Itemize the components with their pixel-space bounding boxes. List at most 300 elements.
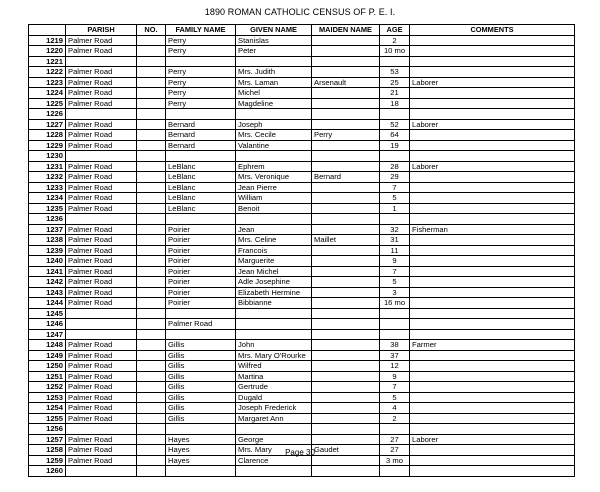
family-name-cell: Perry [166,35,236,46]
table-row [29,151,575,162]
row-number-cell: 1245 [29,308,66,319]
table-row [29,319,575,330]
given-name-cell [236,319,312,330]
given-name-cell: Mrs. Laman [236,77,312,88]
row-number-cell: 1236 [29,214,66,225]
no-cell [137,67,166,78]
given-name-cell: Francois [236,245,312,256]
parish-cell: Palmer Road [66,88,137,99]
age-cell: 53 [380,67,410,78]
table-row [29,350,575,361]
given-name-cell [236,109,312,120]
table-row [29,392,575,403]
no-cell [137,298,166,309]
table-row [29,266,575,277]
comments-cell [410,413,575,424]
age-cell: 1 [380,203,410,214]
row-number-cell: 1219 [29,35,66,46]
maiden-name-cell [312,245,380,256]
age-cell [380,109,410,120]
parish-cell: Palmer Road [66,371,137,382]
parish-cell: Palmer Road [66,172,137,183]
maiden-name-cell [312,224,380,235]
page-number: Page 30 [285,448,315,457]
comments-cell [410,98,575,109]
census-table [28,24,575,477]
no-cell [137,35,166,46]
comments-cell [410,371,575,382]
comments-cell [410,277,575,288]
maiden-name-cell [312,56,380,67]
maiden-name-cell [312,88,380,99]
age-cell: 2 [380,413,410,424]
given-name-cell: Mrs. Judith [236,67,312,78]
maiden-name-cell [312,140,380,151]
age-cell: 64 [380,130,410,141]
maiden-name-cell [312,340,380,351]
family-name-cell: Bernard [166,140,236,151]
comments-cell [410,308,575,319]
comments-cell [410,287,575,298]
maiden-name-cell [312,434,380,445]
given-name-cell: Benoit [236,203,312,214]
table-row [29,140,575,151]
given-name-cell: Valantine [236,140,312,151]
row-number-cell: 1240 [29,256,66,267]
parish-cell: Palmer Road [66,235,137,246]
no-cell [137,466,166,477]
no-cell [137,235,166,246]
given-name-cell: Joseph [236,119,312,130]
row-number-cell: 1241 [29,266,66,277]
no-cell [137,256,166,267]
given-name-cell: George [236,434,312,445]
row-number-cell: 1258 [29,445,66,456]
parish-cell: Palmer Road [66,67,137,78]
no-cell [137,109,166,120]
no-cell [137,203,166,214]
parish-cell [66,214,137,225]
row-number-cell: 1235 [29,203,66,214]
given-name-cell: Michel [236,88,312,99]
given-name-cell: Stanislas [236,35,312,46]
no-cell [137,182,166,193]
family-name-cell [166,214,236,225]
family-name-cell: Gillis [166,413,236,424]
comments-cell [410,130,575,141]
age-cell: 18 [380,98,410,109]
family-name-cell: Bernard [166,130,236,141]
no-cell [137,382,166,393]
age-cell: 10 mo [380,46,410,57]
no-cell [137,151,166,162]
given-name-cell [236,329,312,340]
maiden-name-cell: Perry [312,130,380,141]
comments-cell [410,109,575,120]
table-row [29,256,575,267]
comments-cell [410,151,575,162]
family-name-cell: Gillis [166,403,236,414]
family-name-cell: Poirier [166,298,236,309]
maiden-name-cell [312,151,380,162]
no-cell [137,287,166,298]
family-name-cell: Hayes [166,434,236,445]
maiden-name-cell [312,256,380,267]
comments-cell [410,214,575,225]
no-cell [137,340,166,351]
header-age: AGE [380,25,410,36]
age-cell: 21 [380,88,410,99]
maiden-name-cell [312,203,380,214]
family-name-cell: Poirier [166,256,236,267]
comments-cell [410,193,575,204]
no-cell [137,413,166,424]
age-cell: 9 [380,371,410,382]
parish-cell: Palmer Road [66,130,137,141]
age-cell: 25 [380,77,410,88]
comments-cell [410,256,575,267]
comments-cell [410,319,575,330]
table-row [29,413,575,424]
header-row [29,25,575,36]
comments-cell: Laborer [410,434,575,445]
given-name-cell: Peter [236,46,312,57]
age-cell: 27 [380,445,410,456]
maiden-name-cell [312,35,380,46]
parish-cell: Palmer Road [66,98,137,109]
age-cell: 4 [380,403,410,414]
table-row [29,235,575,246]
maiden-name-cell [312,67,380,78]
table-row [29,130,575,141]
age-cell: 3 mo [380,455,410,466]
family-name-cell: Poirier [166,235,236,246]
page-title: 1890 ROMAN CATHOLIC CENSUS OF P. E. I. [204,7,396,17]
row-number-cell: 1255 [29,413,66,424]
table-row [29,466,575,477]
parish-cell: Palmer Road [66,350,137,361]
table-row [29,172,575,183]
row-number-cell: 1234 [29,193,66,204]
row-number-cell: 1251 [29,371,66,382]
table-row [29,214,575,225]
maiden-name-cell: Arsenault [312,77,380,88]
parish-cell: Palmer Road [66,182,137,193]
given-name-cell: Mrs. Celine [236,235,312,246]
table-row [29,98,575,109]
age-cell: 2 [380,35,410,46]
table-row [29,46,575,57]
comments-cell [410,35,575,46]
family-name-cell: Poirier [166,277,236,288]
age-cell: 32 [380,224,410,235]
parish-cell [66,308,137,319]
table-row [29,245,575,256]
parish-cell: Palmer Road [66,392,137,403]
family-name-cell: Perry [166,98,236,109]
maiden-name-cell [312,319,380,330]
family-name-cell [166,308,236,319]
comments-cell [410,466,575,477]
parish-cell: Palmer Road [66,266,137,277]
family-name-cell: LeBlanc [166,182,236,193]
age-cell: 16 mo [380,298,410,309]
given-name-cell [236,424,312,435]
comments-cell [410,403,575,414]
maiden-name-cell: Maillet [312,235,380,246]
age-cell: 12 [380,361,410,372]
row-number-cell: 1238 [29,235,66,246]
table-row [29,161,575,172]
given-name-cell: Wilfred [236,361,312,372]
row-number-cell: 1220 [29,46,66,57]
row-number-cell: 1249 [29,350,66,361]
maiden-name-cell [312,182,380,193]
comments-cell [410,361,575,372]
no-cell [137,350,166,361]
row-number-cell: 1226 [29,109,66,120]
row-number-cell: 1223 [29,77,66,88]
row-number-cell: 1253 [29,392,66,403]
parish-cell: Palmer Road [66,224,137,235]
maiden-name-cell [312,98,380,109]
parish-cell: Palmer Road [66,46,137,57]
maiden-name-cell [312,214,380,225]
comments-cell [410,182,575,193]
age-cell [380,424,410,435]
parish-cell: Palmer Road [66,361,137,372]
no-cell [137,308,166,319]
age-cell [380,329,410,340]
family-name-cell: Perry [166,46,236,57]
row-number-cell: 1233 [29,182,66,193]
no-cell [137,88,166,99]
row-number-cell: 1250 [29,361,66,372]
maiden-name-cell [312,361,380,372]
row-number-cell: 1247 [29,329,66,340]
comments-cell: Laborer [410,161,575,172]
family-name-cell: Poirier [166,266,236,277]
row-number-cell: 1252 [29,382,66,393]
no-cell [137,424,166,435]
table-row [29,371,575,382]
no-cell [137,319,166,330]
maiden-name-cell [312,466,380,477]
table-row [29,403,575,414]
comments-cell: Farmer [410,340,575,351]
table-row [29,182,575,193]
maiden-name-cell [312,161,380,172]
family-name-cell [166,151,236,162]
no-cell [137,224,166,235]
no-cell [137,214,166,225]
table-row [29,35,575,46]
comments-cell [410,46,575,57]
family-name-cell: Poirier [166,245,236,256]
given-name-cell [236,214,312,225]
age-cell: 38 [380,340,410,351]
given-name-cell: Joseph Frederick [236,403,312,414]
maiden-name-cell [312,266,380,277]
table-row [29,224,575,235]
comments-cell [410,203,575,214]
row-number-cell: 1227 [29,119,66,130]
table-row [29,298,575,309]
maiden-name-cell [312,424,380,435]
header-parish: PARISH [66,25,137,36]
age-cell [380,56,410,67]
table-row [29,340,575,351]
parish-cell: Palmer Road [66,287,137,298]
row-number-cell: 1259 [29,455,66,466]
parish-cell: Palmer Road [66,382,137,393]
header-no: NO. [137,25,166,36]
table-row [29,434,575,445]
family-name-cell: LeBlanc [166,193,236,204]
no-cell [137,119,166,130]
table-row [29,77,575,88]
table-row [29,56,575,67]
family-name-cell [166,424,236,435]
no-cell [137,140,166,151]
age-cell: 7 [380,182,410,193]
no-cell [137,245,166,256]
age-cell: 11 [380,245,410,256]
no-cell [137,46,166,57]
row-number-cell: 1237 [29,224,66,235]
no-cell [137,434,166,445]
family-name-cell: Poirier [166,224,236,235]
table-row [29,203,575,214]
given-name-cell: Magdeline [236,98,312,109]
comments-cell [410,56,575,67]
row-number-cell: 1221 [29,56,66,67]
family-name-cell: LeBlanc [166,172,236,183]
age-cell: 5 [380,193,410,204]
age-cell [380,466,410,477]
parish-cell [66,466,137,477]
maiden-name-cell [312,277,380,288]
row-number-cell: 1222 [29,67,66,78]
family-name-cell: Palmer Road [166,319,236,330]
family-name-cell: LeBlanc [166,203,236,214]
family-name-cell: Gillis [166,340,236,351]
comments-cell: Laborer [410,77,575,88]
parish-cell: Palmer Road [66,140,137,151]
comments-cell [410,382,575,393]
table-row [29,88,575,99]
table-row [29,67,575,78]
maiden-name-cell [312,382,380,393]
comments-cell [410,298,575,309]
row-number-cell: 1246 [29,319,66,330]
given-name-cell: Mrs. Cecile [236,130,312,141]
family-name-cell [166,329,236,340]
family-name-cell: Perry [166,67,236,78]
family-name-cell: Gillis [166,382,236,393]
given-name-cell: Martina [236,371,312,382]
comments-cell: Laborer [410,119,575,130]
given-name-cell: Mrs. Mary O'Rourke [236,350,312,361]
table-row [29,119,575,130]
comments-cell [410,329,575,340]
no-cell [137,77,166,88]
parish-cell: Palmer Road [66,403,137,414]
given-name-cell: John [236,340,312,351]
comments-cell [410,350,575,361]
age-cell: 52 [380,119,410,130]
parish-cell: Palmer Road [66,35,137,46]
parish-cell [66,109,137,120]
table-row [29,308,575,319]
comments-cell [410,392,575,403]
parish-cell: Palmer Road [66,77,137,88]
age-cell: 19 [380,140,410,151]
maiden-name-cell [312,329,380,340]
maiden-name-cell [312,308,380,319]
comments-cell [410,245,575,256]
given-name-cell: Margaret Ann [236,413,312,424]
no-cell [137,266,166,277]
age-cell: 29 [380,172,410,183]
given-name-cell [236,466,312,477]
no-cell [137,98,166,109]
maiden-name-cell [312,193,380,204]
parish-cell: Palmer Road [66,256,137,267]
maiden-name-cell [312,46,380,57]
parish-cell: Palmer Road [66,455,137,466]
given-name-cell: Jean Pierre [236,182,312,193]
parish-cell: Palmer Road [66,119,137,130]
row-number-cell: 1243 [29,287,66,298]
given-name-cell: Elizabeth Hermine [236,287,312,298]
table-row [29,424,575,435]
age-cell [380,151,410,162]
parish-cell: Palmer Road [66,434,137,445]
maiden-name-cell: Bernard [312,172,380,183]
family-name-cell: Perry [166,77,236,88]
row-number-cell: 1224 [29,88,66,99]
age-cell: 3 [380,287,410,298]
parish-cell [66,319,137,330]
comments-cell [410,88,575,99]
maiden-name-cell [312,413,380,424]
maiden-name-cell [312,392,380,403]
row-number-cell: 1229 [29,140,66,151]
table-row [29,193,575,204]
row-number-cell: 1230 [29,151,66,162]
row-number-cell: 1232 [29,172,66,183]
given-name-cell: Mrs. Veronique [236,172,312,183]
age-cell [380,319,410,330]
row-number-cell: 1244 [29,298,66,309]
family-name-cell: Hayes [166,455,236,466]
comments-cell [410,235,575,246]
parish-cell: Palmer Road [66,340,137,351]
header-comments: COMMENTS [410,25,575,36]
family-name-cell: Gillis [166,392,236,403]
age-cell: 7 [380,266,410,277]
family-name-cell [166,56,236,67]
maiden-name-cell [312,371,380,382]
no-cell [137,193,166,204]
family-name-cell: Gillis [166,361,236,372]
maiden-name-cell [312,403,380,414]
table-row [29,287,575,298]
parish-cell: Palmer Road [66,413,137,424]
row-number-cell: 1248 [29,340,66,351]
parish-cell: Palmer Road [66,445,137,456]
